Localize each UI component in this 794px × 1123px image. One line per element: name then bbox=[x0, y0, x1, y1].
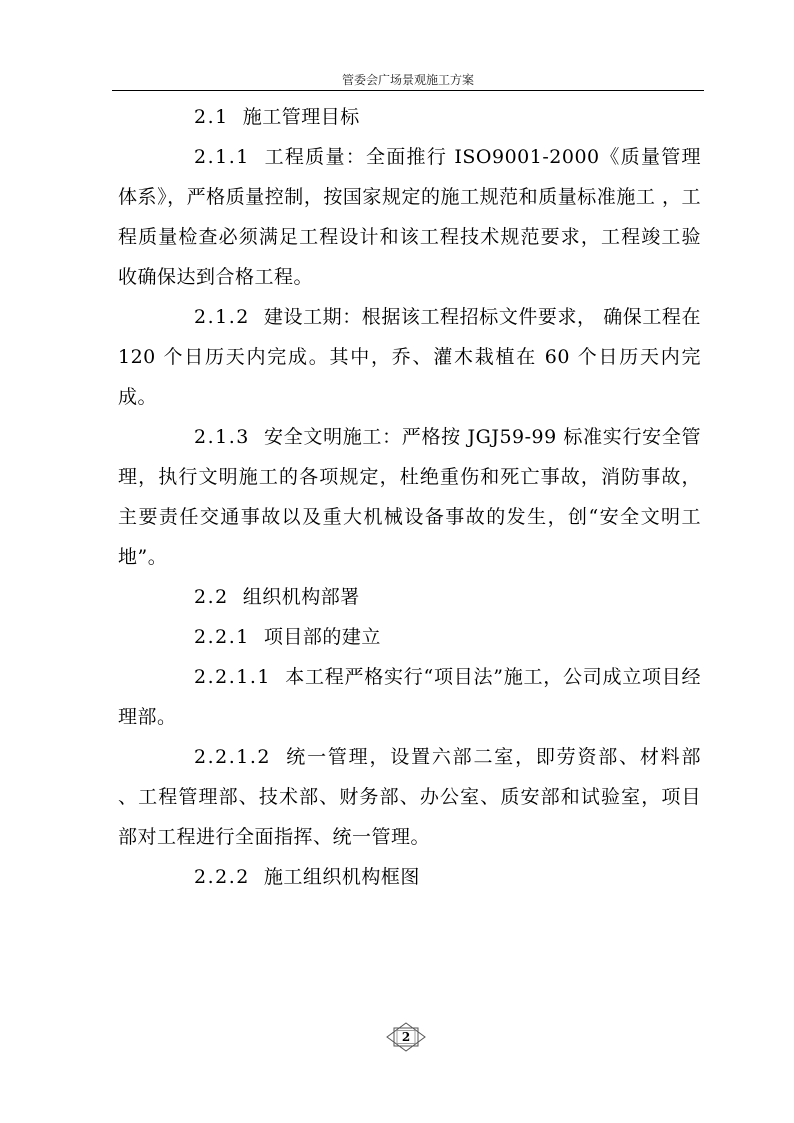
paragraph-2-1-3 bbox=[118, 417, 701, 577]
header-rule bbox=[112, 90, 704, 91]
section-number: 2.1.2 bbox=[194, 306, 250, 328]
paragraph-2-2-1-2 bbox=[118, 737, 701, 857]
section-heading-2-2-2 bbox=[118, 857, 701, 897]
section-text: 施工组织机构框图 bbox=[263, 866, 420, 888]
page-number: 2 bbox=[401, 1030, 411, 1044]
document-body bbox=[118, 97, 701, 897]
running-header: 管委会广场景观施工方案 bbox=[341, 73, 474, 87]
section-text: 工程质量：全面推行 ISO9001-2000《质量管理体系》，严格质量控制，按国家规定的施工规范和质量标准施工 ，工程质量检查必须满足工程设计和该工程技术规范要求，工程竣工验收确保达到合格工程。 bbox=[118, 146, 701, 288]
section-number: 2.2.2 bbox=[194, 866, 250, 888]
section-heading-2-2 bbox=[118, 577, 701, 617]
section-number: 2.1.3 bbox=[194, 426, 250, 448]
section-text: 安全文明施工：严格按 JGJ59-99 标准实行安全管理，执行文明施工的各项规定，杜绝重伤和死亡事故，消防事故，主要责任交通事故以及重大机械设备事故的发生，创“安全文明工地”。 bbox=[118, 426, 701, 568]
section-heading-2-2-1 bbox=[118, 617, 701, 657]
paragraph-2-1-1 bbox=[118, 137, 701, 297]
section-heading-2-1 bbox=[118, 97, 701, 137]
section-text: 施工管理目标 bbox=[242, 106, 360, 128]
paragraph-2-2-1-1 bbox=[118, 657, 701, 737]
section-text: 建设工期：根据该工程招标文件要求， 确保工程在 120 个日历天内完成。其中，乔、灌木栽植在 60 个日历天内完成。 bbox=[118, 306, 701, 408]
section-number: 2.1 bbox=[194, 106, 229, 128]
section-number: 2.2.1 bbox=[194, 626, 250, 648]
section-number: 2.2.1.1 bbox=[194, 666, 271, 688]
section-number: 2.2 bbox=[194, 586, 229, 608]
section-number: 2.1.1 bbox=[194, 146, 250, 168]
section-text: 统一管理，设置六部二室，即劳资部、材料部 、工程管理部、技术部、财务部、办公室、质安部和试验室，项目部对工程进行全面指挥、统一管理。 bbox=[118, 746, 701, 848]
section-text: 项目部的建立 bbox=[263, 626, 381, 648]
paragraph-2-1-2 bbox=[118, 297, 701, 417]
section-text: 组织机构部署 bbox=[242, 586, 360, 608]
section-text: 本工程严格实行“项目法”施工，公司成立项目经理部。 bbox=[118, 666, 701, 728]
section-number: 2.2.1.2 bbox=[194, 746, 271, 768]
